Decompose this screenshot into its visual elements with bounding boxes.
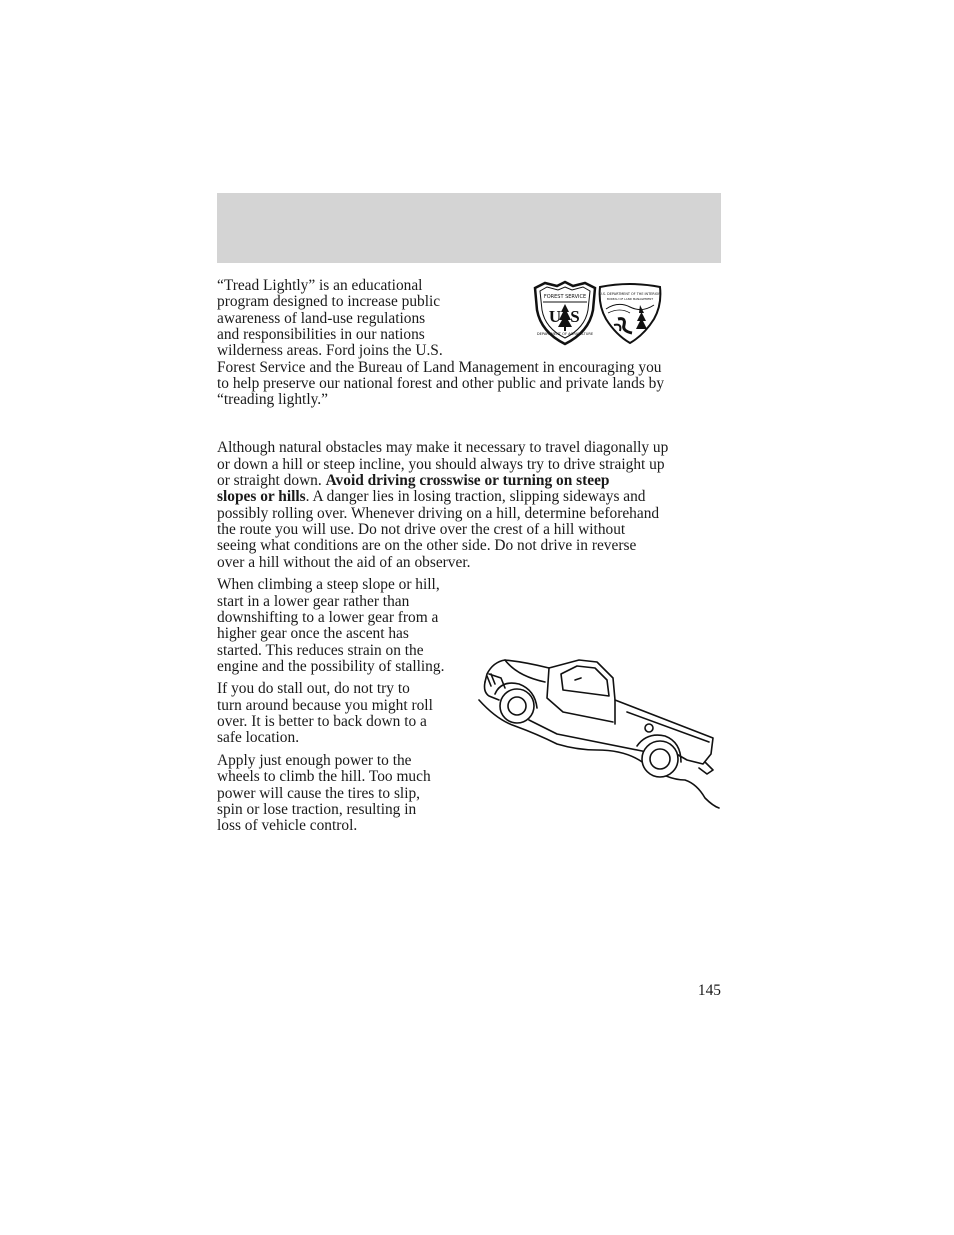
text-line: If you do stall out, do not try to [217,680,410,697]
text-line: Although natural obstacles may make it necessary to travel diagonally up [217,439,669,456]
text-line: seeing what conditions are on the other side. Do not drive in reverse [217,537,637,554]
text-line: or straight down. Avoid driving crosswise or turning on steep [217,472,610,489]
text-line: slopes or hills. A danger lies in losing traction, slipping sideways and [217,488,646,505]
text-line: and responsibilities in our nations [217,326,425,343]
text-line: start in a lower gear rather than [217,593,410,610]
text-line: Apply just enough power to the [217,752,412,769]
text-line: downshifting to a lower gear from a [217,609,439,626]
text-line: spin or lose traction, resulting in [217,801,417,818]
text-line: turn around because you might roll [217,697,433,714]
text-line: Forest Service and the Bureau of Land Management in encouraging you [217,359,662,376]
text-line: wilderness areas. Ford joins the U.S. [217,342,443,359]
text-line: awareness of land-use regulations [217,310,426,327]
bold-warning: slopes or hills [217,488,306,505]
section-header-band [217,193,721,263]
page-number: 145 [697,982,721,999]
text-line: program designed to increase public [217,293,441,310]
text-line: over. It is better to back down to a [217,713,427,730]
text-line: When climbing a steep slope or hill, [217,576,440,593]
svg-text:S: S [570,307,580,326]
text-line: “treading lightly.” [217,391,328,408]
text-line: the route you will use. Do not drive over the crest of a hill without [217,521,626,538]
svg-text:U: U [548,307,562,326]
text-line: safe location. [217,729,300,746]
text-line: started. This reduces strain on the [217,642,424,659]
bureau-of-land-management-icon [596,283,664,345]
text-line: to help preserve our national forest and other public and private lands by [217,375,665,392]
svg-text:BUREAU OF LAND MANAGEMENT: BUREAU OF LAND MANAGEMENT [606,297,654,301]
text-line: loss of vehicle control. [217,817,358,834]
svg-text:FOREST SERVICE: FOREST SERVICE [543,294,587,300]
text-line: over a hill without the aid of an observer. [217,554,471,571]
text-line: wheels to climb the hill. Too much [217,768,431,785]
svg-text:DEPARTMENT OF AGRICULTURE: DEPARTMENT OF AGRICULTURE [536,332,594,336]
text-line: engine and the possibility of stalling. [217,658,445,675]
text-line: higher gear once the ascent has [217,625,409,642]
bold-warning: Avoid driving crosswise or turning on steep [325,472,610,489]
text-line: or down a hill or steep incline, you should always try to drive straight up [217,456,665,473]
text-line: power will cause the tires to slip, [217,785,421,802]
pickup-truck-climbing-hill-icon [477,652,723,812]
svg-text:U.S. DEPARTMENT OF THE INTERIO: U.S. DEPARTMENT OF THE INTERIOR [599,292,661,296]
us-forest-service-shield-icon [533,280,597,346]
text-line: “Tread Lightly” is an educational [217,277,423,294]
text-line: possibly rolling over. Whenever driving on a hill, determine beforehand [217,505,660,522]
